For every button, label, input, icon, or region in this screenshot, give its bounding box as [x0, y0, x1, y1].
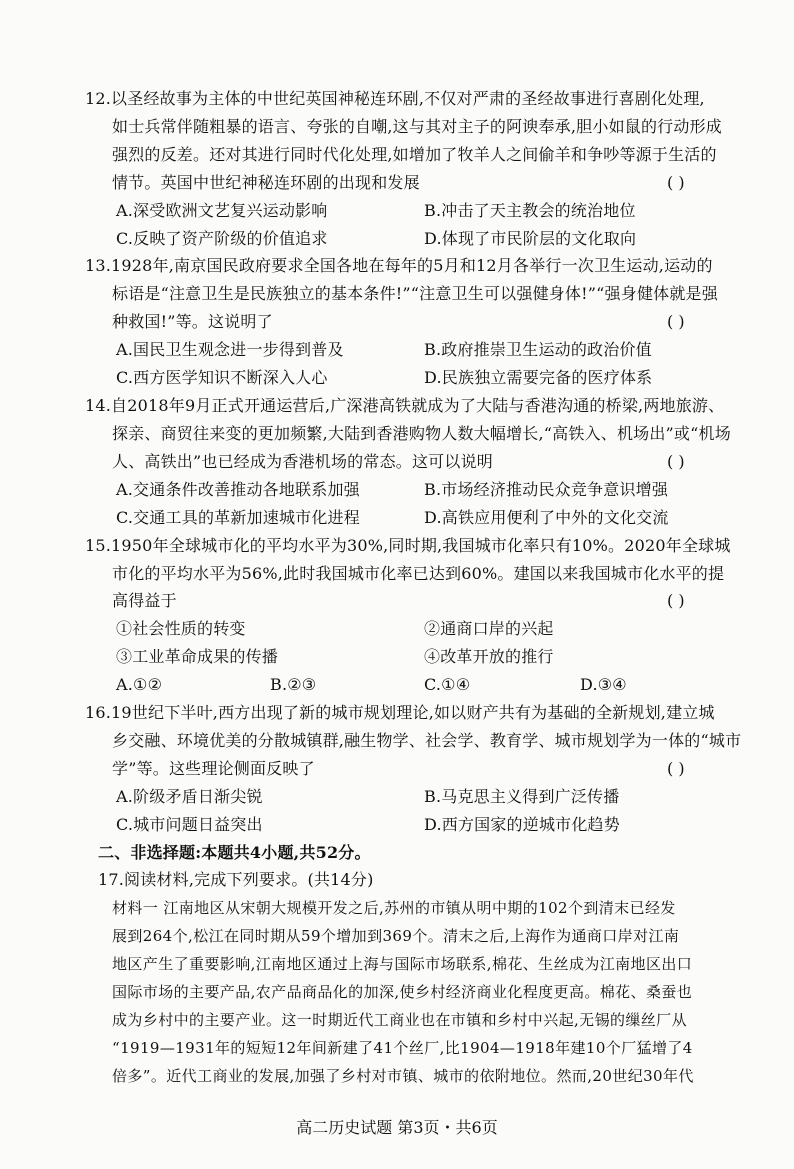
- q14-option-d: D.高铁应用便利了中外的文化交流: [424, 508, 669, 527]
- q16-line-3: 学”等。这些理论侧面反映了: [112, 759, 315, 778]
- q15-line-1: 15.1950年全球城市化的平均水平为30%,同时期,我国城市化率只有10%。2020年全球城: [85, 536, 731, 555]
- q15-item-1: ①社会性质的转变: [116, 619, 246, 638]
- q14-option-b: B.市场经济推动民众竞争意识增强: [424, 480, 669, 499]
- q13-option-a: A.国民卫生观念进一步得到普及: [116, 340, 344, 359]
- q13-option-b: B.政府推崇卫生运动的政治价值: [424, 340, 652, 359]
- q15-line-2: 市化的平均水平为56%,此时我国城市化率已达到60%。建国以来我国城市化水平的提: [112, 564, 725, 583]
- q15-item-2: ②通商口岸的兴起: [424, 619, 554, 638]
- q14-line-2: 探亲、商贸往来变的更加频繁,大陆到香港购物人数大幅增长,“高铁入、机场出”或“机场: [112, 424, 731, 443]
- q14-option-a: A.交通条件改善推动各地联系加强: [116, 480, 360, 499]
- q12-option-c: C.反映了资产阶级的价值追求: [116, 229, 328, 248]
- q16-option-d: D.西方国家的逆城市化趋势: [424, 815, 620, 834]
- q14-option-c: C.交通工具的革新加速城市化进程: [116, 508, 360, 527]
- q17-material-line-5: 成为乡村中的主要产业。这一时期近代工商业也在市镇和乡村中兴起,无锡的缫丝厂从: [112, 1011, 687, 1029]
- q16-option-b: B.马克思主义得到广泛传播: [424, 787, 620, 806]
- q15-option-a: A.①②: [116, 675, 163, 694]
- q15-option-b: B.②③: [270, 675, 317, 694]
- q17-material-line-2: 展到264个,松江在同时期从59个增加到369个。清末之后,上海作为通商口岸对江南: [112, 927, 680, 945]
- q13-option-c: C.西方医学知识不断深入人心: [116, 368, 328, 387]
- q13-option-d: D.民族独立需要完备的医疗体系: [424, 368, 653, 387]
- q17-material-line-6: “1919—1931年的短短12年间新建了41个丝厂,比1904—1918年建10个厂猛增了4: [112, 1039, 693, 1057]
- q13-answer-bracket: ( ): [667, 312, 685, 331]
- q15-option-d: D.③④: [580, 675, 627, 694]
- q13-line-3: 种救国!”等。这说明了: [112, 312, 273, 331]
- q16-line-2: 乡交融、环境优美的分散城镇群,融生物学、社会学、教育学、城市规划学为一体的“城市: [112, 731, 742, 750]
- q15-option-c: C.①④: [424, 675, 471, 694]
- q14-line-1: 14.自2018年9月正式开通运营后,广深港高铁就成为了大陆与香港沟通的桥梁,两地旅游、: [85, 396, 725, 415]
- q14-answer-bracket: ( ): [667, 452, 685, 471]
- q13-line-1: 13.1928年,南京国民政府要求全国各地在每年的5月和12月各举行一次卫生运动,运动的: [85, 256, 713, 275]
- q12-line-3: 强烈的反差。还对其进行同时代化处理,如增加了牧羊人之间偷羊和争吵等源于生活的: [112, 145, 717, 164]
- q17-material-line-4: 国际市场的主要产品,农产品商品化的加深,使乡村经济商业化程度更高。棉花、桑蚕也: [112, 983, 693, 1001]
- q12-option-b: B.冲击了天主教会的统治地位: [424, 201, 636, 220]
- q12-line-4: 情节。英国中世纪神秘连环剧的出现和发展: [112, 173, 420, 192]
- q17-stem: 17.阅读材料,完成下列要求。(共14分): [98, 870, 374, 889]
- page-footer: 高二历史试题 第3页・共6页: [296, 1118, 498, 1137]
- q16-option-a: A.阶级矛盾日渐尖锐: [116, 787, 263, 806]
- q12-line-2: 如士兵常伴随粗暴的语言、夸张的自嘲,这与其对主子的阿谀奉承,胆小如鼠的行动形成: [112, 117, 722, 136]
- q12-line-1: 12.以圣经故事为主体的中世纪英国神秘连环剧,不仅对严肃的圣经故事进行喜剧化处理,: [85, 89, 705, 108]
- q15-item-3: ③工业革命成果的传播: [116, 647, 279, 666]
- q14-line-3: 人、高铁出”也已经成为香港机场的常态。这可以说明: [112, 452, 493, 471]
- section-heading: 二、非选择题:本题共4小题,共52分。: [98, 843, 371, 862]
- q16-option-c: C.城市问题日益突出: [116, 815, 263, 834]
- q17-material-line-1: 材料一 江南地区从宋朝大规模开发之后,苏州的市镇从明中期的102个到清末已经发: [112, 899, 676, 917]
- q13-line-2: 标语是“注意卫生是民族独立的基本条件!”“注意卫生可以强健身体!”“强身健体就是强: [112, 284, 718, 303]
- q16-line-1: 16.19世纪下半叶,西方出现了新的城市规划理论,如以财产共有为基础的全新规划,建立城: [85, 703, 715, 722]
- q17-material-line-7: 倍多”。近代工商业的发展,加强了乡村对市镇、城市的依附地位。然而,20世纪30年代: [112, 1067, 694, 1085]
- q12-option-d: D.体现了市民阶层的文化取向: [424, 229, 637, 248]
- q17-material-line-3: 地区产生了重要影响,江南地区通过上海与国际市场联系,棉花、生丝成为江南地区出口: [112, 955, 693, 973]
- q15-answer-bracket: ( ): [667, 591, 685, 610]
- q12-option-a: A.深受欧洲文艺复兴运动影响: [116, 201, 328, 220]
- q12-answer-bracket: ( ): [667, 173, 685, 192]
- q15-item-4: ④改革开放的推行: [424, 647, 554, 666]
- q16-answer-bracket: ( ): [667, 759, 685, 778]
- q15-line-3: 高得益于: [112, 591, 177, 610]
